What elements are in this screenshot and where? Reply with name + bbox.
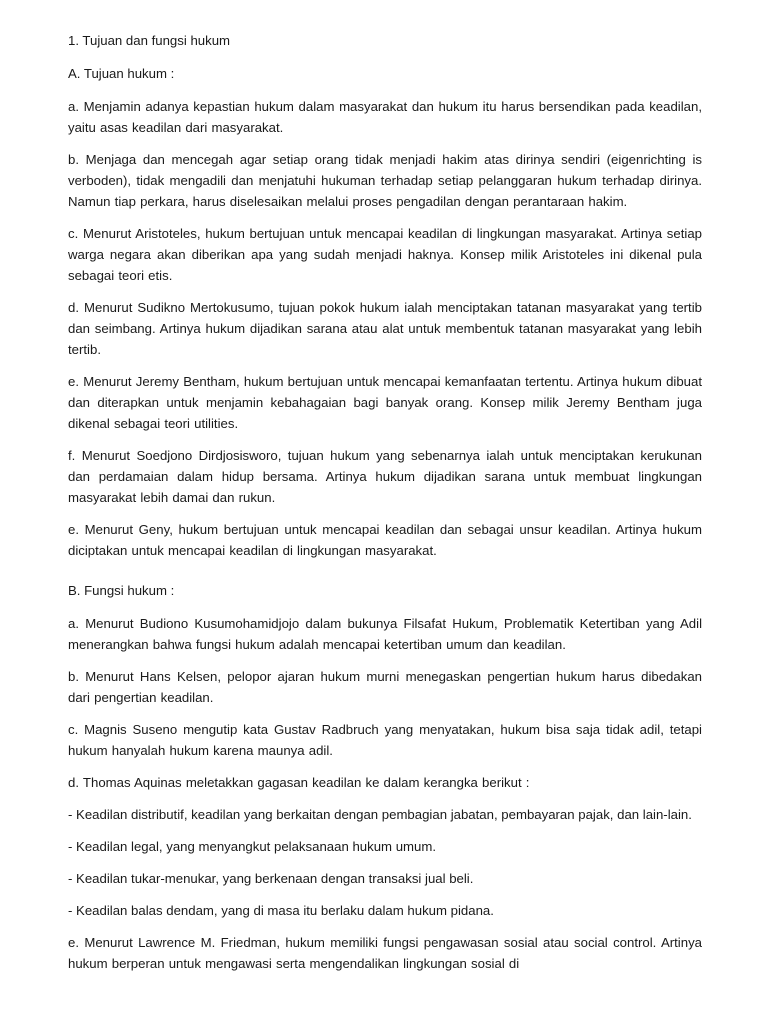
section-a-paragraph: d. Menurut Sudikno Mertokusumo, tujuan pokok hukum ialah menciptakan tatanan masyarakat yang tertib dan seimbang. Artinya hukum dijadikan sarana atau alat untuk membentuk tatanan masyarakat yang lebih tertib. — [68, 300, 702, 357]
section-b-paragraph: a. Menurut Budiono Kusumohamidjojo dalam bukunya Filsafat Hukum, Problematik Ketertiban yang Adil menerangkan bahwa fungsi hukum adalah mencapai ketertiban umum dan keadilan. — [68, 616, 702, 652]
section-a-paragraph: b. Menjaga dan mencegah agar setiap orang tidak menjadi hakim atas dirinya sendiri (eigenrichting is verboden), tidak mengadili dan menjatuhi hukuman terhadap setiap pelanggaran hukum terhadap dirinya. Namun tiap perkara, harus diselesaikan melalui proses pengadilan dengan perantaraan hakim. — [68, 152, 702, 209]
section-b-paragraph: b. Menurut Hans Kelsen, pelopor ajaran hukum murni menegaskan pengertian hukum harus dibedakan dari pengertian keadilan. — [68, 669, 702, 705]
section-a-paragraph: e. Menurut Jeremy Bentham, hukum bertujuan untuk mencapai kemanfaatan tertentu. Artinya hukum dibuat dan diterapkan untuk menjamin kebahagaian bagi banyak orang. Konsep milik Jeremy Bentham juga dikenal sebagai teori utilities. — [68, 374, 702, 431]
bullet-item: - Keadilan distributif, keadilan yang berkaitan dengan pembagian jabatan, pembayaran pajak, dan lain-lain. — [68, 807, 692, 822]
section-b-closing-paragraph: e. Menurut Lawrence M. Friedman, hukum memiliki fungsi pengawasan sosial atau social control. Artinya hukum berperan untuk mengawasi serta mengendalikan lingkungan sosial di — [68, 935, 702, 971]
section-a-paragraph: f. Menurut Soedjono Dirdjosisworo, tujuan hukum yang sebenarnya ialah untuk menciptakan kerukunan dan perdamaian dalam hidup bersama. Artinya hukum dijadikan sarana untuk membuat lingkungan masyarakat lebih damai dan rukun. — [68, 448, 702, 505]
bullet-item: - Keadilan legal, yang menyangkut pelaksanaan hukum umum. — [68, 839, 437, 854]
section-a-paragraph: a. Menjamin adanya kepastian hukum dalam masyarakat dan hukum itu harus bersendikan pada keadilan, yaitu asas keadilan dari masyarakat. — [68, 99, 702, 135]
document-title: 1. Tujuan dan fungsi hukum — [68, 33, 231, 48]
section-b-paragraph: d. Thomas Aquinas meletakkan gagasan keadilan ke dalam kerangka berikut : — [68, 775, 530, 790]
section-a-heading: A. Tujuan hukum : — [68, 66, 175, 81]
section-b-paragraph: c. Magnis Suseno mengutip kata Gustav Radbruch yang menyatakan, hukum bisa saja tidak adil, tetapi hukum hanyalah hukum karena maunya adil. — [68, 722, 702, 758]
bullet-item: - Keadilan tukar-menukar, yang berkenaan dengan transaksi jual beli. — [68, 871, 474, 886]
section-a-paragraph: e. Menurut Geny, hukum bertujuan untuk mencapai keadilan dan sebagai unsur keadilan. Artinya hukum diciptakan untuk mencapai keadilan di lingkungan masyarakat. — [68, 522, 702, 558]
section-b-heading: B. Fungsi hukum : — [68, 583, 175, 598]
section-a-paragraph: c. Menurut Aristoteles, hukum bertujuan untuk mencapai keadilan di lingkungan masyarakat. Artinya setiap warga negara akan diberikan apa yang sudah menjadi haknya. Konsep milik Aristoteles ini dikenal pula sebagai teori etis. — [68, 226, 702, 283]
document-page — [68, 30, 702, 985]
bullet-item: - Keadilan balas dendam, yang di masa itu berlaku dalam hukum pidana. — [68, 903, 494, 918]
